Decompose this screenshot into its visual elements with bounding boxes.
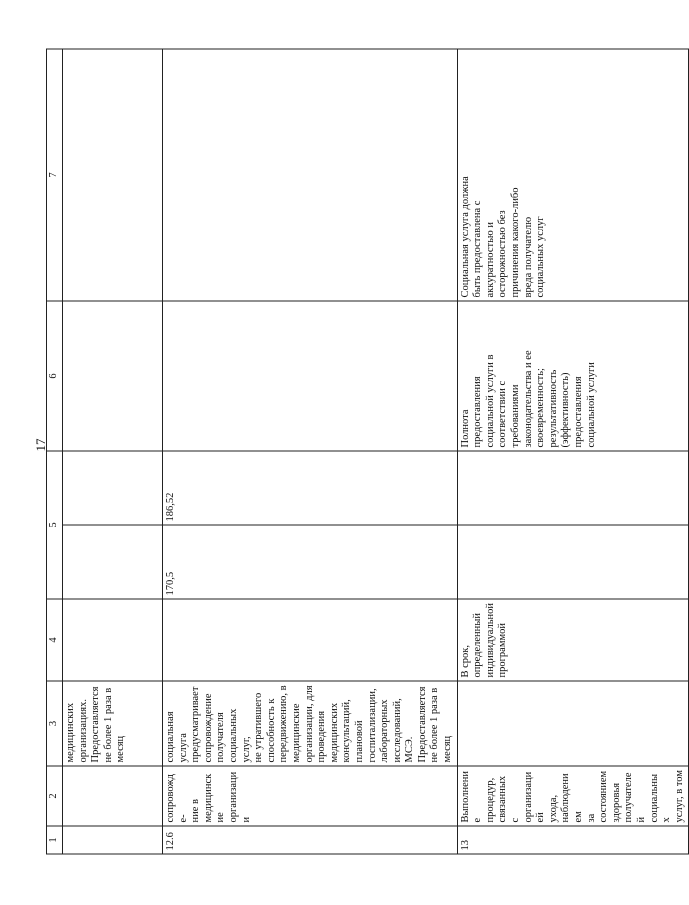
header-cell: 3 (47, 681, 63, 766)
row-number-cell (63, 826, 163, 854)
service-description-cell: социальная услуга предусматривает сопровождение получателя социальных услуг, не утратившего способность к передвижению, в медицинские организации, для проведения медицинских консультаций, плановой госпитализации, лабораторных исследований, МСЭ. Предоставляется не более 1 раза в месяц (163, 681, 458, 766)
services-table (46, 49, 689, 855)
conditions-cell: Социальная услуга должна быть предоставлена с аккуратностью и осторожностью без причинения какого-либо вреда получателю социальных услуг (457, 49, 689, 301)
services-table-sheet (46, 50, 685, 855)
table-row (163, 49, 458, 854)
header-cell: 4 (47, 599, 63, 681)
term-cell (63, 599, 163, 681)
row-number-cell: 13 (457, 826, 689, 854)
tariff-cell-b (457, 451, 689, 525)
header-cell: 1 (47, 826, 63, 854)
service-name-cell: сопровожде- ние в медицинские организации (163, 766, 458, 826)
tariff-cell-a: 170,5 (163, 525, 458, 599)
service-name-cell (63, 766, 163, 826)
page-number: 17 (33, 438, 48, 452)
quality-indicators-cell (63, 301, 163, 451)
term-cell (163, 599, 458, 681)
quality-indicators-cell (163, 301, 458, 451)
term-cell: В срок, определенный индивидуальной программой (457, 599, 689, 681)
header-cell: 6 (47, 301, 63, 451)
header-cell: 7 (47, 49, 63, 301)
tariff-cell-b: 186,52 (163, 451, 458, 525)
row-number-cell: 12.6 (163, 826, 458, 854)
service-description-cell (457, 681, 689, 766)
quality-indicators-cell: Полнота предоставления социальной услуги в соответствии с требованиями законодательства и ее своевременность; результативность (эффективность) предоставления социальной услуги (457, 301, 689, 451)
tariff-cell-a (63, 525, 163, 599)
table-header-row (47, 49, 63, 854)
table-row (457, 49, 689, 854)
tariff-cell-a (457, 525, 689, 599)
service-description-cell: медицинских организациях. Предоставляется не более 1 раза в месяц (63, 681, 163, 766)
conditions-cell (63, 49, 163, 301)
tariff-cell-b (63, 451, 163, 525)
table-row (63, 49, 163, 854)
header-cell: 2 (47, 766, 63, 826)
header-cell: 5 (47, 451, 63, 599)
service-name-cell: Выполнение процедур, связанных с организацией ухода, наблюдением за состоянием здоровья получателей социальных услуг, в том (457, 766, 689, 826)
conditions-cell (163, 49, 458, 301)
